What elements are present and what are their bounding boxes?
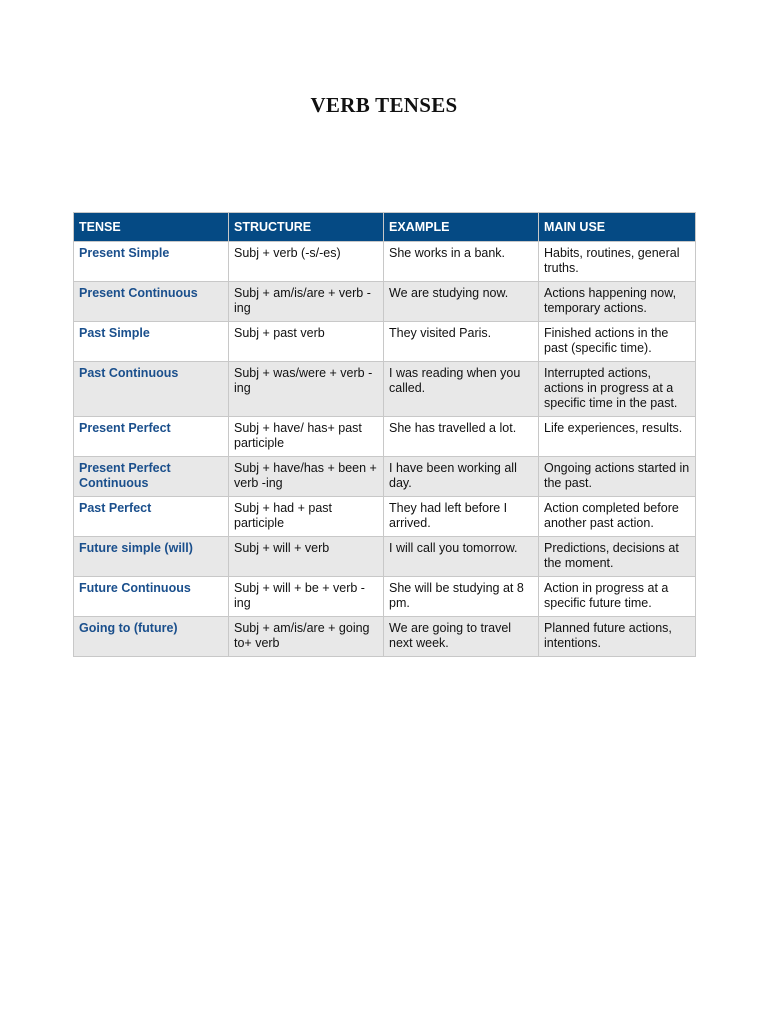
use-cell: Ongoing actions started in the past. — [539, 457, 696, 497]
table-row — [74, 497, 696, 537]
example-cell: She works in a bank. — [384, 242, 539, 282]
example-cell: They had left before I arrived. — [384, 497, 539, 537]
tense-cell: Present Simple — [74, 242, 229, 282]
use-cell: Action completed before another past action. — [539, 497, 696, 537]
header-tense: TENSE — [74, 213, 229, 242]
example-cell: I was reading when you called. — [384, 362, 539, 417]
structure-cell: Subj + was/were + verb -ing — [229, 362, 384, 417]
table-row — [74, 417, 696, 457]
example-cell: We are going to travel next week. — [384, 617, 539, 657]
table-row — [74, 242, 696, 282]
structure-cell: Subj + am/is/are + going to+ verb — [229, 617, 384, 657]
structure-cell: Subj + past verb — [229, 322, 384, 362]
table-row — [74, 322, 696, 362]
tense-cell: Past Simple — [74, 322, 229, 362]
example-cell: I have been working all day. — [384, 457, 539, 497]
structure-cell: Subj + have/has + been + verb -ing — [229, 457, 384, 497]
use-cell: Life experiences, results. — [539, 417, 696, 457]
header-main-use: MAIN USE — [539, 213, 696, 242]
example-cell: She will be studying at 8 pm. — [384, 577, 539, 617]
table-row — [74, 362, 696, 417]
structure-cell: Subj + will + be + verb -ing — [229, 577, 384, 617]
table-row — [74, 537, 696, 577]
tense-cell: Present Continuous — [74, 282, 229, 322]
table-row — [74, 457, 696, 497]
tense-cell: Future Continuous — [74, 577, 229, 617]
header-example: EXAMPLE — [384, 213, 539, 242]
structure-cell: Subj + am/is/are + verb -ing — [229, 282, 384, 322]
tense-cell: Present Perfect — [74, 417, 229, 457]
header-structure: STRUCTURE — [229, 213, 384, 242]
use-cell: Finished actions in the past (specific time). — [539, 322, 696, 362]
table-row — [74, 282, 696, 322]
use-cell: Action in progress at a specific future time. — [539, 577, 696, 617]
example-cell: They visited Paris. — [384, 322, 539, 362]
structure-cell: Subj + have/ has+ past participle — [229, 417, 384, 457]
use-cell: Planned future actions, intentions. — [539, 617, 696, 657]
structure-cell: Subj + will + verb — [229, 537, 384, 577]
use-cell: Interrupted actions, actions in progress at a specific time in the past. — [539, 362, 696, 417]
example-cell: We are studying now. — [384, 282, 539, 322]
structure-cell: Subj + verb (-s/-es) — [229, 242, 384, 282]
table-row — [74, 617, 696, 657]
tense-cell: Past Continuous — [74, 362, 229, 417]
use-cell: Actions happening now, temporary actions. — [539, 282, 696, 322]
tense-cell: Going to (future) — [74, 617, 229, 657]
tense-cell: Future simple (will) — [74, 537, 229, 577]
structure-cell: Subj + had + past participle — [229, 497, 384, 537]
verb-tenses-table — [73, 212, 696, 657]
example-cell: She has travelled a lot. — [384, 417, 539, 457]
tense-cell: Present Perfect Continuous — [74, 457, 229, 497]
page-title: VERB TENSES — [310, 93, 458, 117]
tense-cell: Past Perfect — [74, 497, 229, 537]
table-header-row — [74, 213, 696, 242]
use-cell: Habits, routines, general truths. — [539, 242, 696, 282]
example-cell: I will call you tomorrow. — [384, 537, 539, 577]
table-row — [74, 577, 696, 617]
use-cell: Predictions, decisions at the moment. — [539, 537, 696, 577]
